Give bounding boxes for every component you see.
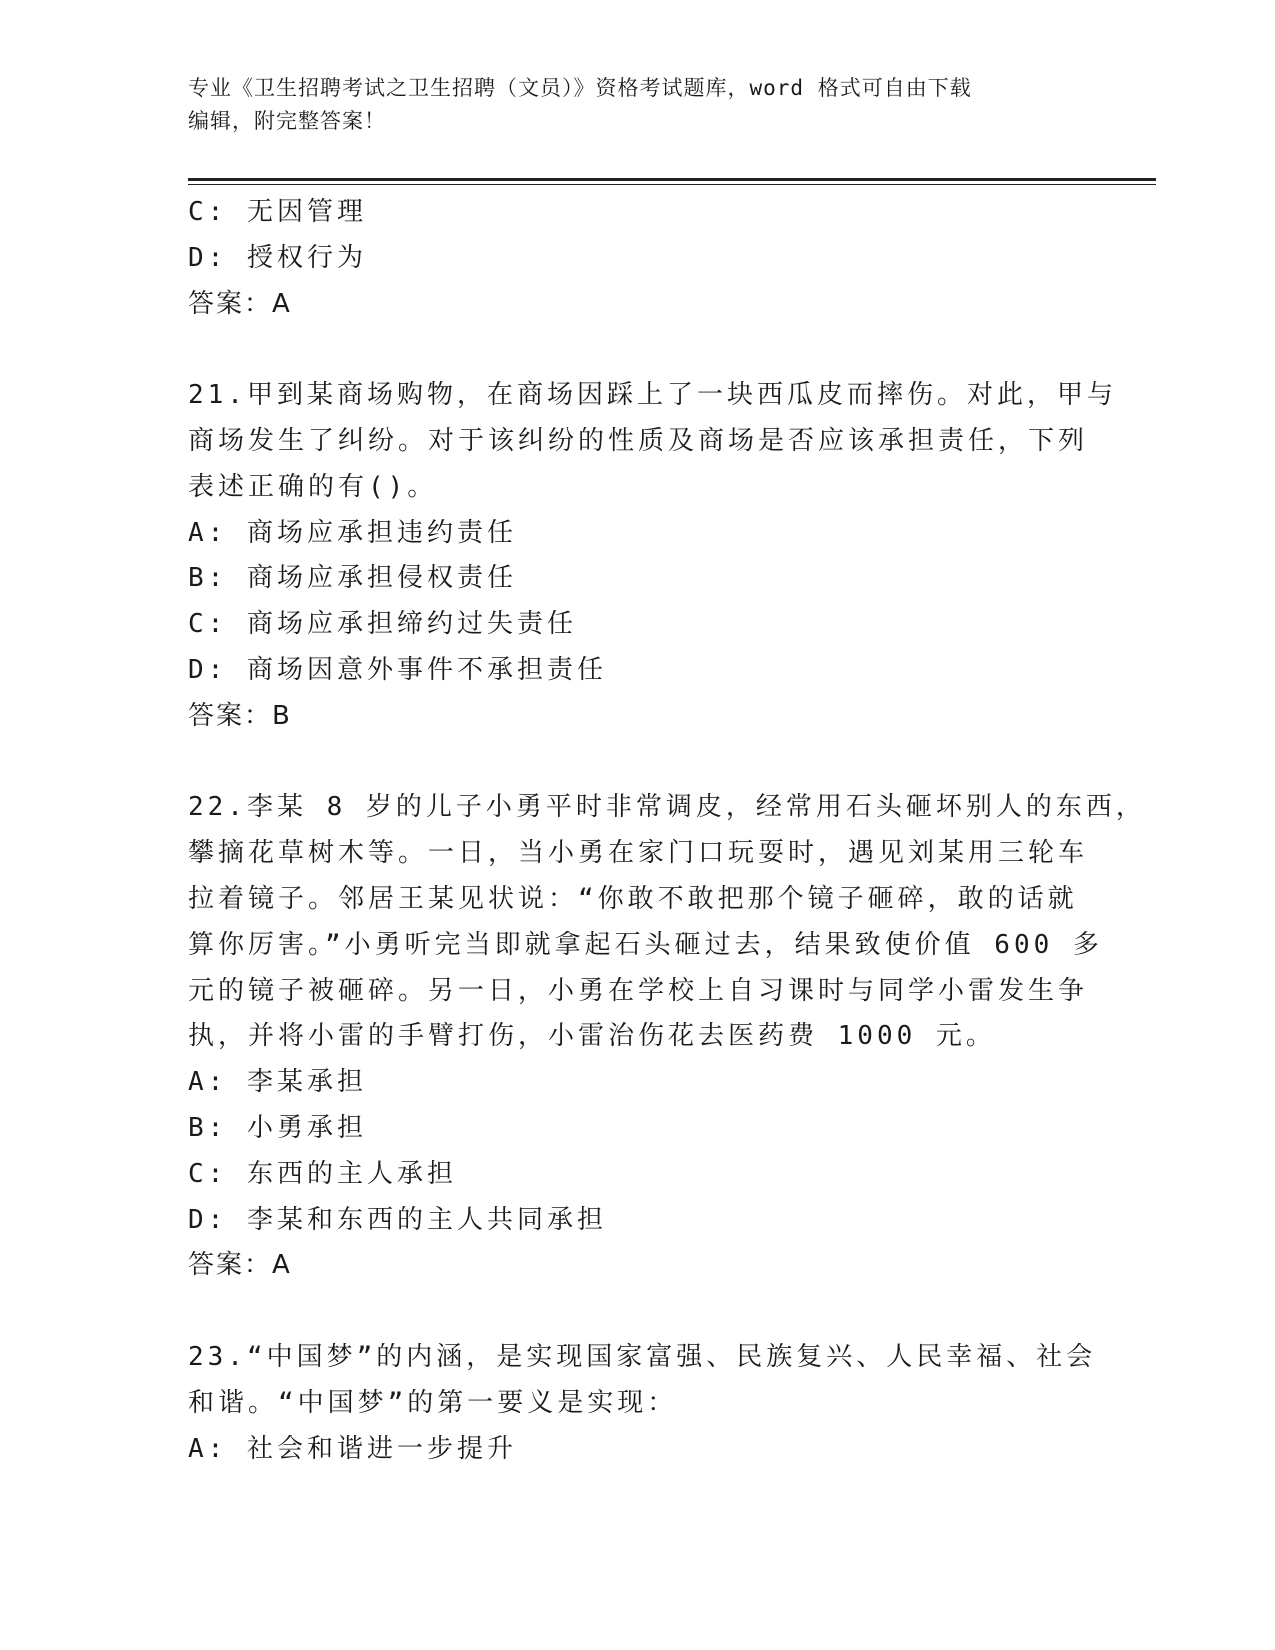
question-text-line: 23.“中国梦”的内涵，是实现国家富强、民族复兴、人民幸福、社会 (188, 1341, 1097, 1372)
option-c: C: 无因管理 (188, 197, 367, 227)
answer-line: 答案：A (188, 1250, 292, 1281)
question-text-line: 算你厉害。”小勇听完当即就拿起石头砸过去，结果致使价值 600 多 (188, 929, 1103, 960)
question-text-line: 表述正确的有()。 (188, 471, 438, 502)
question-22 (188, 785, 1146, 1289)
answer-line: 答案：A (188, 288, 292, 319)
answer-line: 答案：B (188, 700, 292, 731)
header-divider-thick (188, 178, 1156, 181)
header-line-2: 编辑，附完整答案！ (188, 109, 386, 133)
option-d: D: 授权行为 (188, 242, 367, 273)
option-d: D: 李某和东西的主人共同承担 (188, 1204, 607, 1235)
option-b: B: 小勇承担 (188, 1112, 367, 1143)
question-text-line: 21.甲到某商场购物，在商场因踩上了一块西瓜皮而摔伤。对此，甲与 (188, 380, 1117, 411)
option-a: A: 李某承担 (188, 1067, 367, 1098)
question-spacer (188, 327, 1088, 373)
option-d: D: 商场因意外事件不承担责任 (188, 654, 607, 685)
question-text-line: 攀摘花草树木等。一日，当小勇在家门口玩耍时，遇见刘某用三轮车 (188, 838, 1089, 869)
question-spacer (188, 1289, 1088, 1335)
question-21 (188, 373, 1117, 739)
option-a: A: 商场应承担违约责任 (188, 517, 517, 548)
option-b: B: 商场应承担侵权责任 (188, 563, 517, 594)
option-c: C: 商场应承担缔约过失责任 (188, 609, 577, 640)
header-line-1: 专业《卫生招聘考试之卫生招聘（文员）》资格考试题库，word 格式可自由下载 (188, 76, 972, 100)
question-23 (188, 1335, 1097, 1472)
header-divider-thin (188, 184, 1156, 185)
question-text-line: 商场发生了纠纷。对于该纠纷的性质及商场是否应该承担责任，下列 (188, 425, 1089, 456)
option-c: C: 东西的主人承担 (188, 1158, 457, 1189)
page-header (188, 72, 1088, 138)
option-a: A: 社会和谐进一步提升 (188, 1433, 517, 1464)
question-text-line: 执，并将小雷的手臂打伤，小雷治伤花去医药费 1000 元。 (188, 1021, 996, 1052)
document-body (188, 190, 1146, 1472)
question-spacer (188, 740, 1088, 786)
previous-question-tail (188, 190, 1088, 327)
question-text-line: 22.李某 8 岁的儿子小勇平时非常调皮，经常用石头砸坏别人的东西， (188, 792, 1146, 823)
question-text-line: 元的镜子被砸碎。另一日，小勇在学校上自习课时与同学小雷发生争 (188, 975, 1089, 1006)
question-text-line: 拉着镜子。邻居王某见状说：“你敢不敢把那个镜子砸碎，敢的话就 (188, 883, 1078, 914)
question-text-line: 和谐。“中国梦”的第一要义是实现： (188, 1387, 678, 1418)
